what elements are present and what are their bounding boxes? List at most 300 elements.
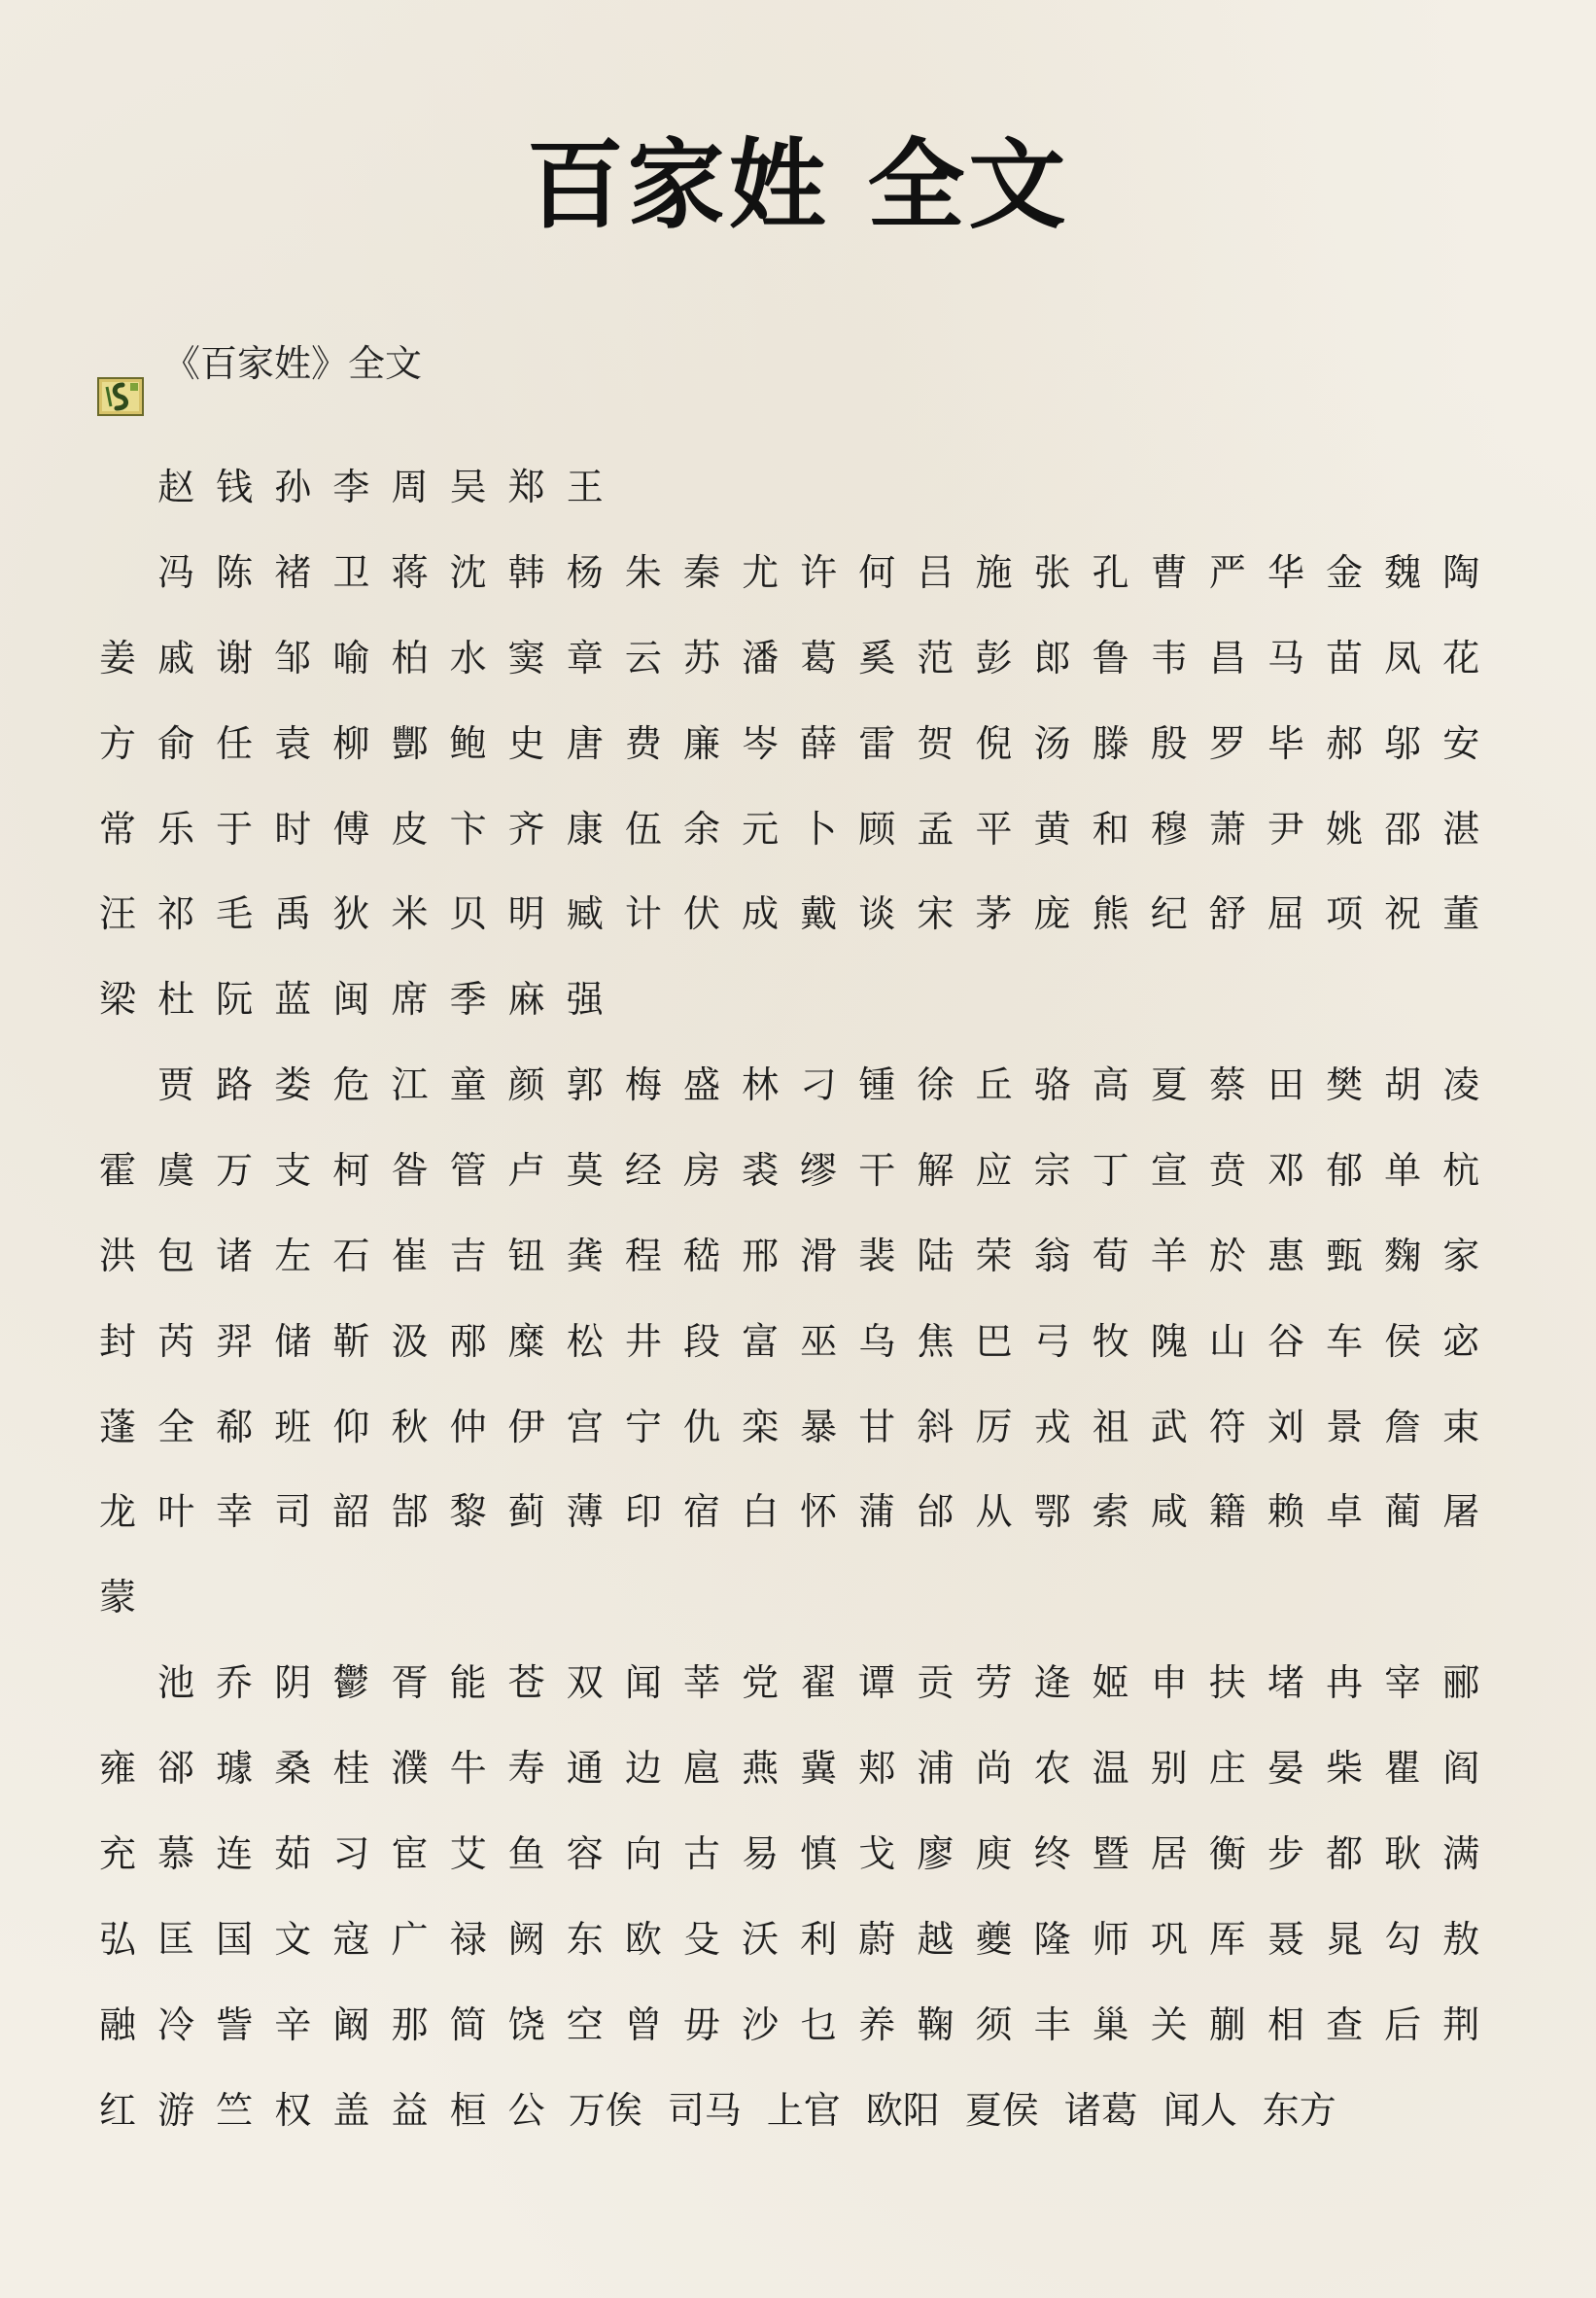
surname: 颜: [507, 1063, 545, 1106]
surname: 万: [216, 1149, 254, 1192]
surname: 阚: [332, 2003, 370, 2046]
surname: 浦: [917, 1747, 954, 1790]
surname: 司: [274, 1490, 312, 1533]
surname: 岑: [742, 722, 780, 765]
surname: 梁: [98, 978, 136, 1021]
surname: 麻: [507, 978, 545, 1021]
surname: 王: [566, 466, 604, 508]
surname: 常: [98, 808, 136, 851]
surname: 锺: [858, 1063, 896, 1106]
surname: 那: [391, 2003, 429, 2046]
surname: 勾: [1384, 1918, 1422, 1961]
surname: 邵: [1384, 808, 1422, 851]
surname: 包: [157, 1235, 195, 1277]
subtitle: 《百家姓》全文: [163, 342, 423, 385]
surname: 从: [975, 1490, 1013, 1533]
surname: 穆: [1150, 808, 1188, 851]
surname: 索: [1092, 1490, 1129, 1533]
surname: 景: [1326, 1406, 1364, 1448]
surname: 巢: [1092, 2003, 1129, 2046]
surname: 辛: [274, 2003, 312, 2046]
surname: 傅: [332, 808, 370, 851]
surname: 凤: [1384, 637, 1422, 679]
surname: 能: [449, 1661, 487, 1704]
surname: 蓟: [507, 1490, 545, 1533]
surname: 安: [1442, 722, 1480, 765]
surname: 韦: [1150, 637, 1188, 679]
surname: 荣: [975, 1235, 1013, 1277]
surname: 糜: [507, 1320, 545, 1363]
surname: 缪: [800, 1149, 838, 1192]
surname: 巴: [975, 1320, 1013, 1363]
surname: 谈: [858, 892, 896, 935]
surname: 甄: [1326, 1235, 1364, 1277]
surname: 何: [858, 551, 896, 594]
surname: 姬: [1092, 1661, 1129, 1704]
surname: 尹: [1266, 808, 1304, 851]
surname: 段: [682, 1320, 720, 1363]
surname: 闻人: [1162, 2089, 1237, 2132]
surname: 姚: [1326, 808, 1364, 851]
surname: 伏: [682, 892, 720, 935]
surname: 乌: [858, 1320, 896, 1363]
surname: 卜: [800, 808, 838, 851]
surname: 邓: [1266, 1149, 1304, 1192]
surname: 暴: [800, 1406, 838, 1448]
surname: 乐: [157, 808, 195, 851]
surname: 伍: [624, 808, 662, 851]
surname: 许: [800, 551, 838, 594]
surname: 冷: [157, 2003, 195, 2046]
surname: 蒲: [858, 1490, 896, 1533]
surname: 于: [216, 808, 254, 851]
surname: 党: [742, 1661, 780, 1704]
surname: 胥: [391, 1661, 429, 1704]
surname: 慕: [157, 1832, 195, 1875]
surname: 富: [742, 1320, 780, 1363]
surname: 滑: [800, 1235, 838, 1277]
surname: 欧阳: [865, 2089, 940, 2132]
surname: 屈: [1266, 892, 1304, 935]
surname: 丁: [1092, 1149, 1129, 1192]
surname: 马: [1266, 637, 1304, 679]
surname: 东: [566, 1918, 604, 1961]
surname: 盛: [682, 1063, 720, 1106]
surname: 刘: [1266, 1406, 1304, 1448]
surname: 空: [566, 2003, 604, 2046]
surname: 欧: [624, 1918, 662, 1961]
surname: 蓝: [274, 978, 312, 1021]
surname: 相: [1266, 2003, 1304, 2046]
surname: 丘: [975, 1063, 1013, 1106]
surname: 弓: [1033, 1320, 1071, 1363]
surname: 蔚: [858, 1918, 896, 1961]
surname: 唐: [566, 722, 604, 765]
surname: 焦: [917, 1320, 954, 1363]
surname: 牧: [1092, 1320, 1129, 1363]
surname: 席: [391, 978, 429, 1021]
surname: 李: [332, 466, 370, 508]
surname: 弘: [98, 1918, 136, 1961]
surname: 和: [1092, 808, 1129, 851]
surname: 仇: [682, 1406, 720, 1448]
surname: 罗: [1208, 722, 1246, 765]
surname: 卫: [332, 551, 370, 594]
surname: 韩: [507, 551, 545, 594]
surname: 秋: [391, 1406, 429, 1448]
surname: 上官: [766, 2089, 841, 2132]
surname: 闻: [624, 1661, 662, 1704]
surname: 成: [742, 892, 780, 935]
surname: 师: [1092, 1918, 1129, 1961]
surname: 廖: [917, 1832, 954, 1875]
surname: 山: [1208, 1320, 1246, 1363]
surname: 蒙: [98, 1576, 136, 1619]
surname: 郭: [566, 1063, 604, 1106]
surname: 崔: [391, 1235, 429, 1277]
surname: 俞: [157, 722, 195, 765]
surname: 宰: [1384, 1661, 1422, 1704]
surname: 季: [449, 978, 487, 1021]
surname: 倪: [975, 722, 1013, 765]
surname: 褚: [274, 551, 312, 594]
surname: 聂: [1266, 1918, 1304, 1961]
surname: 蒯: [1208, 2003, 1246, 2046]
surname: 陶: [1442, 551, 1480, 594]
surname: 侯: [1384, 1320, 1422, 1363]
surname: 巫: [800, 1320, 838, 1363]
surname: 毋: [682, 2003, 720, 2046]
surname: 云: [624, 637, 662, 679]
surname: 石: [332, 1235, 370, 1277]
surname: 史: [507, 722, 545, 765]
surname: 訾: [216, 2003, 254, 2046]
surname: 宓: [1442, 1320, 1480, 1363]
surname: 仲: [449, 1406, 487, 1448]
surname: 詹: [1384, 1406, 1422, 1448]
surname: 杨: [566, 551, 604, 594]
surname: 慎: [800, 1832, 838, 1875]
surname: 惠: [1266, 1235, 1304, 1277]
surname: 艾: [449, 1832, 487, 1875]
surname: 樊: [1326, 1063, 1364, 1106]
surname: 庞: [1033, 892, 1071, 935]
surname: 井: [624, 1320, 662, 1363]
surname: 沙: [742, 2003, 780, 2046]
surname: 时: [274, 808, 312, 851]
surname: 养: [858, 2003, 896, 2046]
surname: 狄: [332, 892, 370, 935]
surname: 封: [98, 1320, 136, 1363]
surname: 甘: [858, 1406, 896, 1448]
surname: 莫: [566, 1149, 604, 1192]
surname: 别: [1150, 1747, 1188, 1790]
surname: 余: [682, 808, 720, 851]
surname: 蒋: [391, 551, 429, 594]
surname: 通: [566, 1747, 604, 1790]
surname: 扶: [1208, 1661, 1246, 1704]
surname: 芮: [157, 1320, 195, 1363]
surname: 解: [917, 1149, 954, 1192]
surname: 劳: [975, 1661, 1013, 1704]
surname: 濮: [391, 1747, 429, 1790]
surname: 公: [507, 2089, 545, 2132]
surname: 裴: [858, 1235, 896, 1277]
surname: 连: [216, 1832, 254, 1875]
surname: 简: [449, 2003, 487, 2046]
surname: 贲: [1208, 1149, 1246, 1192]
surname: 暨: [1092, 1832, 1129, 1875]
surname: 荀: [1092, 1235, 1129, 1277]
surname: 庄: [1208, 1747, 1246, 1790]
surname: 沈: [449, 551, 487, 594]
surname: 夏: [1150, 1063, 1188, 1106]
surname: 羊: [1150, 1235, 1188, 1277]
surname: 贝: [449, 892, 487, 935]
surname: 赖: [1266, 1490, 1304, 1533]
surname: 禄: [449, 1918, 487, 1961]
surname: 靳: [332, 1320, 370, 1363]
surname: 赵: [157, 466, 195, 508]
surname: 国: [216, 1918, 254, 1961]
surname: 司马: [667, 2089, 742, 2132]
surname: 厉: [975, 1406, 1013, 1448]
surname: 卞: [449, 808, 487, 851]
surname: 骆: [1033, 1063, 1071, 1106]
surname: 满: [1442, 1832, 1480, 1875]
surname: 康: [566, 808, 604, 851]
surname: 益: [391, 2089, 429, 2132]
surname: 竺: [216, 2089, 254, 2132]
surname: 支: [274, 1149, 312, 1192]
surname: 胡: [1384, 1063, 1422, 1106]
surname: 郝: [1326, 722, 1364, 765]
surname: 杭: [1442, 1149, 1480, 1192]
surname: 薛: [800, 722, 838, 765]
surname: 谭: [858, 1661, 896, 1704]
surname: 葛: [800, 637, 838, 679]
surname: 钱: [216, 466, 254, 508]
surname: 查: [1326, 2003, 1364, 2046]
surname: 邴: [449, 1320, 487, 1363]
surname: 毛: [216, 892, 254, 935]
surname: 向: [624, 1832, 662, 1875]
surname: 郑: [507, 466, 545, 508]
surname: 娄: [274, 1063, 312, 1106]
surname: 步: [1266, 1832, 1304, 1875]
surname: 宫: [566, 1406, 604, 1448]
surname: 逄: [1033, 1661, 1071, 1704]
surname: 红: [98, 2089, 136, 2132]
surname: 阎: [1442, 1747, 1480, 1790]
surname: 明: [507, 892, 545, 935]
surname: 璩: [216, 1747, 254, 1790]
surname: 郗: [216, 1406, 254, 1448]
surname: 纪: [1150, 892, 1188, 935]
surname: 曾: [624, 2003, 662, 2046]
surname: 易: [742, 1832, 780, 1875]
surname: 利: [800, 1918, 838, 1961]
surname: 桂: [332, 1747, 370, 1790]
surname: 汤: [1033, 722, 1071, 765]
surname: 盖: [332, 2089, 370, 2132]
surname: 游: [157, 2089, 195, 2132]
surname: 阙: [507, 1918, 545, 1961]
surname: 梅: [624, 1063, 662, 1106]
surname: 昌: [1208, 637, 1246, 679]
surname: 都: [1326, 1832, 1364, 1875]
surname: 习: [332, 1832, 370, 1875]
surname: 孔: [1092, 551, 1129, 594]
surname: 融: [98, 2003, 136, 2046]
surname: 田: [1266, 1063, 1304, 1106]
surname: 柴: [1326, 1747, 1364, 1790]
surname: 林: [742, 1063, 780, 1106]
surname: 敖: [1442, 1918, 1480, 1961]
surname: 耿: [1384, 1832, 1422, 1875]
surname: 温: [1092, 1747, 1129, 1790]
surname: 白: [742, 1490, 780, 1533]
surname: 戚: [157, 637, 195, 679]
surname: 单: [1384, 1149, 1422, 1192]
surname: 彭: [975, 637, 1013, 679]
surname: 苏: [682, 637, 720, 679]
surname: 麴: [1384, 1235, 1422, 1277]
surname: 阮: [216, 978, 254, 1021]
surname: 奚: [858, 637, 896, 679]
surname: 郏: [858, 1747, 896, 1790]
surname: 夏侯: [964, 2089, 1039, 2132]
surname: 瞿: [1384, 1747, 1422, 1790]
surname: 怀: [800, 1490, 838, 1533]
surname: 吕: [917, 551, 954, 594]
surname: 邰: [917, 1490, 954, 1533]
surname: 东方: [1262, 2089, 1336, 2132]
surname: 张: [1033, 551, 1071, 594]
surname: 幸: [216, 1490, 254, 1533]
surname: 匡: [157, 1918, 195, 1961]
surname: 吉: [449, 1235, 487, 1277]
surname: 文: [274, 1918, 312, 1961]
surname: 牛: [449, 1747, 487, 1790]
surname: 邢: [742, 1235, 780, 1277]
surname: 全: [157, 1406, 195, 1448]
surname: 终: [1033, 1832, 1071, 1875]
surname: 厍: [1208, 1918, 1246, 1961]
surname: 孙: [274, 466, 312, 508]
surname: 方: [98, 722, 136, 765]
surname: 储: [274, 1320, 312, 1363]
surname: 晁: [1326, 1918, 1364, 1961]
surname: 万俟: [568, 2089, 642, 2132]
surname: 计: [624, 892, 662, 935]
surname: 衡: [1208, 1832, 1246, 1875]
surname: 隗: [1150, 1320, 1188, 1363]
surname: 房: [682, 1149, 720, 1192]
surname: 羿: [216, 1320, 254, 1363]
surname: 戴: [800, 892, 838, 935]
surname: 章: [566, 637, 604, 679]
surname: 汪: [98, 892, 136, 935]
surname: 宁: [624, 1406, 662, 1448]
surname: 窦: [507, 637, 545, 679]
surname: 蓬: [98, 1406, 136, 1448]
surname: 居: [1150, 1832, 1188, 1875]
surname: 苍: [507, 1661, 545, 1704]
surname: 平: [975, 808, 1013, 851]
surname: 家: [1442, 1235, 1480, 1277]
surname: 须: [975, 2003, 1013, 2046]
surname: 叶: [157, 1490, 195, 1533]
surname: 松: [566, 1320, 604, 1363]
surname: 古: [682, 1832, 720, 1875]
surname: 堵: [1266, 1661, 1304, 1704]
surname: 籍: [1208, 1490, 1246, 1533]
surname: 郤: [157, 1747, 195, 1790]
surname: 水: [449, 637, 487, 679]
surname: 苗: [1326, 637, 1364, 679]
surname: 钮: [507, 1235, 545, 1277]
surname: 桑: [274, 1747, 312, 1790]
surname: 栾: [742, 1406, 780, 1448]
surname: 祝: [1384, 892, 1422, 935]
surname: 经: [624, 1149, 662, 1192]
surname: 邬: [1384, 722, 1422, 765]
surname: 袁: [274, 722, 312, 765]
surname: 宋: [917, 892, 954, 935]
surname: 顾: [858, 808, 896, 851]
surname: 元: [742, 808, 780, 851]
surname: 裘: [742, 1149, 780, 1192]
surname: 阴: [274, 1661, 312, 1704]
surname: 郁: [1326, 1149, 1364, 1192]
surname: 童: [449, 1063, 487, 1106]
surname: 扈: [682, 1747, 720, 1790]
surname: 邹: [274, 637, 312, 679]
surname: 容: [566, 1832, 604, 1875]
surname: 廉: [682, 722, 720, 765]
surname: 蔺: [1384, 1490, 1422, 1533]
surname: 危: [332, 1063, 370, 1106]
surname: 郜: [391, 1490, 429, 1533]
surname: 祁: [157, 892, 195, 935]
surname: 严: [1208, 551, 1246, 594]
surname: 饶: [507, 2003, 545, 2046]
surname: 嵇: [682, 1235, 720, 1277]
surname: 金: [1326, 551, 1364, 594]
surname: 高: [1092, 1063, 1129, 1106]
surname: 斜: [917, 1406, 954, 1448]
surname: 宦: [391, 1832, 429, 1875]
surname: 徐: [917, 1063, 954, 1106]
surname: 鄂: [1033, 1490, 1071, 1533]
surname: 湛: [1442, 808, 1480, 851]
surname: 魏: [1384, 551, 1422, 594]
surname: 贡: [917, 1661, 954, 1704]
surname: 双: [566, 1661, 604, 1704]
surname: 柏: [391, 637, 429, 679]
surname: 费: [624, 722, 662, 765]
surname: 孟: [917, 808, 954, 851]
surname: 吴: [449, 466, 487, 508]
surname: 隆: [1033, 1918, 1071, 1961]
surname: 班: [274, 1406, 312, 1448]
surname: 臧: [566, 892, 604, 935]
surname: 莘: [682, 1661, 720, 1704]
surname: 尚: [975, 1747, 1013, 1790]
surname: 酆: [391, 722, 429, 765]
surname: 齐: [507, 808, 545, 851]
